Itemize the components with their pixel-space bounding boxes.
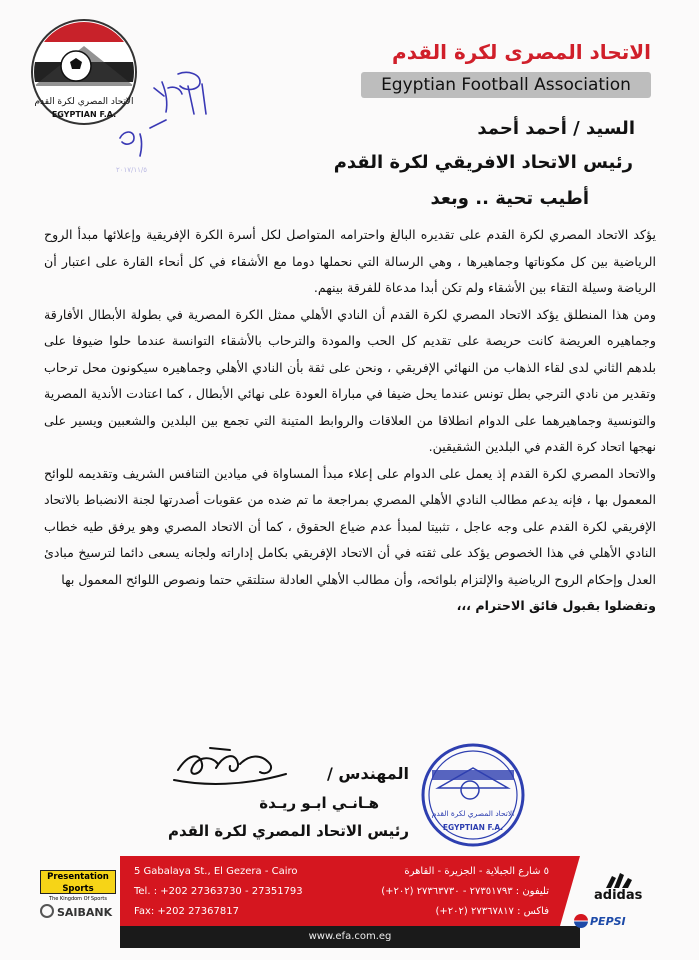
- footer-fax-en: Fax: +202 27367817: [134, 906, 239, 917]
- sponsor-presentation-logo: [40, 870, 116, 902]
- sponsor-pepsi-text: PEPSI: [590, 915, 626, 928]
- body-paragraph-2: ومن هذا المنطلق يؤكد الاتحاد المصري لكرة القدم أن النادي الأهلي ممثل الكرة المصرية في بطولة الأبطال الأفارقة وجماهيره العريضة كانت حريصة على تقديم كل الحب والمودة والترحاب بالأشقاء التوانسة عندما حلوا ضيوفا على بلدهم الثاني لدى لقاء الذهاب من النهائي الإفريقي ، ونحن على ثقة بأن النادي الأهلي وجماهيره سيكونون محل ترحاب وتقدير من نادي الترجي بطل تونس عندما يحل ضيفا في مباراة العودة على نهائي الأبطال ، كما اعتادت الأندية المصرية والتونسية وجماهيرهما على الدوام انطلاقا من العلاقات والروابط المتينة التي تجمع بين البلدين والشعبين ويسير على نهجها اتحاد كرة القدم في البلدين الشقيقين.: [44, 306, 656, 454]
- signer-name: هـانـي ابـو ريـدة: [259, 794, 379, 812]
- footer-fax-ar: فاكس : ٢٧٣٦٧٨١٧ (٢٠٢+): [435, 906, 549, 917]
- logo-text-ar: الاتحاد المصري لكرة القدم: [34, 97, 134, 107]
- footer-address-en: 5 Gabalaya St., El Gezera - Cairo: [134, 866, 298, 877]
- letter-body: [44, 222, 656, 620]
- recipient-title: رئيس الاتحاد الافريقي لكرة القدم: [333, 152, 633, 173]
- pepsi-globe-icon: [574, 914, 588, 928]
- org-name-english: Egyptian Football Association: [361, 72, 651, 98]
- logo-text-en: EGYPTIAN F.A.: [51, 110, 117, 119]
- footer-address-ar: ٥ شارع الجبلاية - الجزيرة - القاهرة: [404, 866, 549, 877]
- footer-tel-en: Tel. : +202 27363730 - 27351793: [134, 886, 303, 897]
- adidas-trefoil-icon: [598, 870, 638, 890]
- footer-website: www.efa.com.eg: [120, 926, 580, 948]
- greeting: أطيب تحية .. وبعد: [430, 188, 589, 209]
- handwritten-date-text: ٢٠١٧/١١/٥: [116, 166, 148, 174]
- handwritten-date: [108, 68, 223, 178]
- recipient: السيد / أحمد أحمد: [477, 118, 635, 139]
- saibank-icon: [40, 904, 54, 918]
- sponsor-saibank-logo: [40, 904, 112, 919]
- official-stamp: [418, 740, 528, 850]
- sponsor-saibank-text: SAIBANK: [57, 906, 113, 919]
- sponsor-adidas-text: adidas: [594, 888, 643, 903]
- sponsor-presentation-text: Presentation Sports: [47, 872, 109, 894]
- org-name-arabic: الاتحاد المصرى لكرة القدم: [392, 40, 651, 64]
- closing-line: وتفضلوا بقبول فائق الاحترام ،،،: [456, 598, 656, 613]
- stamp-text-en: EGYPTIAN F.A.: [442, 823, 504, 832]
- sponsor-presentation-tagline: The Kingdom Of Sports: [49, 896, 107, 902]
- footer-tel-ar: تليفون : ٢٧٣٥١٧٩٣ - ٢٧٣٦٣٧٣٠ (٢٠٢+): [381, 886, 549, 897]
- body-paragraph-1: يؤكد الاتحاد المصري لكرة القدم على تقديره البالغ واحترامه المتواصل لكل أسرة الكرة الإفريقية وإعلائها مبدأ الروح الرياضية بين كل مكوناتها وجماهيرها ، وهي الرسالة التي نحملها دوما مع الأشقاء في كل أنحاء القارة على اعتبار أن الرياضة وسيلة التقاء بين الأشقاء ولم تكن أبدا مدعاة للفرقة بينهم.: [44, 227, 656, 295]
- signature-label: المهندس /: [326, 764, 409, 783]
- stamp-text-ar: الاتحاد المصري لكرة القدم: [431, 809, 515, 818]
- sponsor-pepsi-logo: [574, 910, 634, 930]
- signer-title: رئيس الاتحاد المصري لكرة القدم: [167, 822, 409, 840]
- body-paragraph-3: والاتحاد المصري لكرة القدم إذ يعمل على الدوام على إعلاء مبدأ المساواة في ميادين التنافس الشريف وتقديمه للوائح المعمول بها ، فإنه يدعم مطالب النادي الأهلي المصري بمراجعة ما تم ضده من عقوبات أصدرتها لجنة الانضباط بالاتحاد الإفريقي لكرة القدم على وجه عاجل ، تثبيتا لمبدأ عدم ضياع الحقوق ، كما أن الاتحاد المصري وهو يرفق طيه خطاب النادي الأهلي في هذا الخصوص يؤكد على ثقته في أن الاتحاد الإفريقي بكامل إداراته ولجانه يسعى دائما لترسيخ مبادئ العدل وإحكام الروح الرياضية والإلتزام بلوائحه، وأن مطالب الأهلي العادلة ستلتقي حتما ونصوص اللوائح المعمول بها: [44, 465, 656, 587]
